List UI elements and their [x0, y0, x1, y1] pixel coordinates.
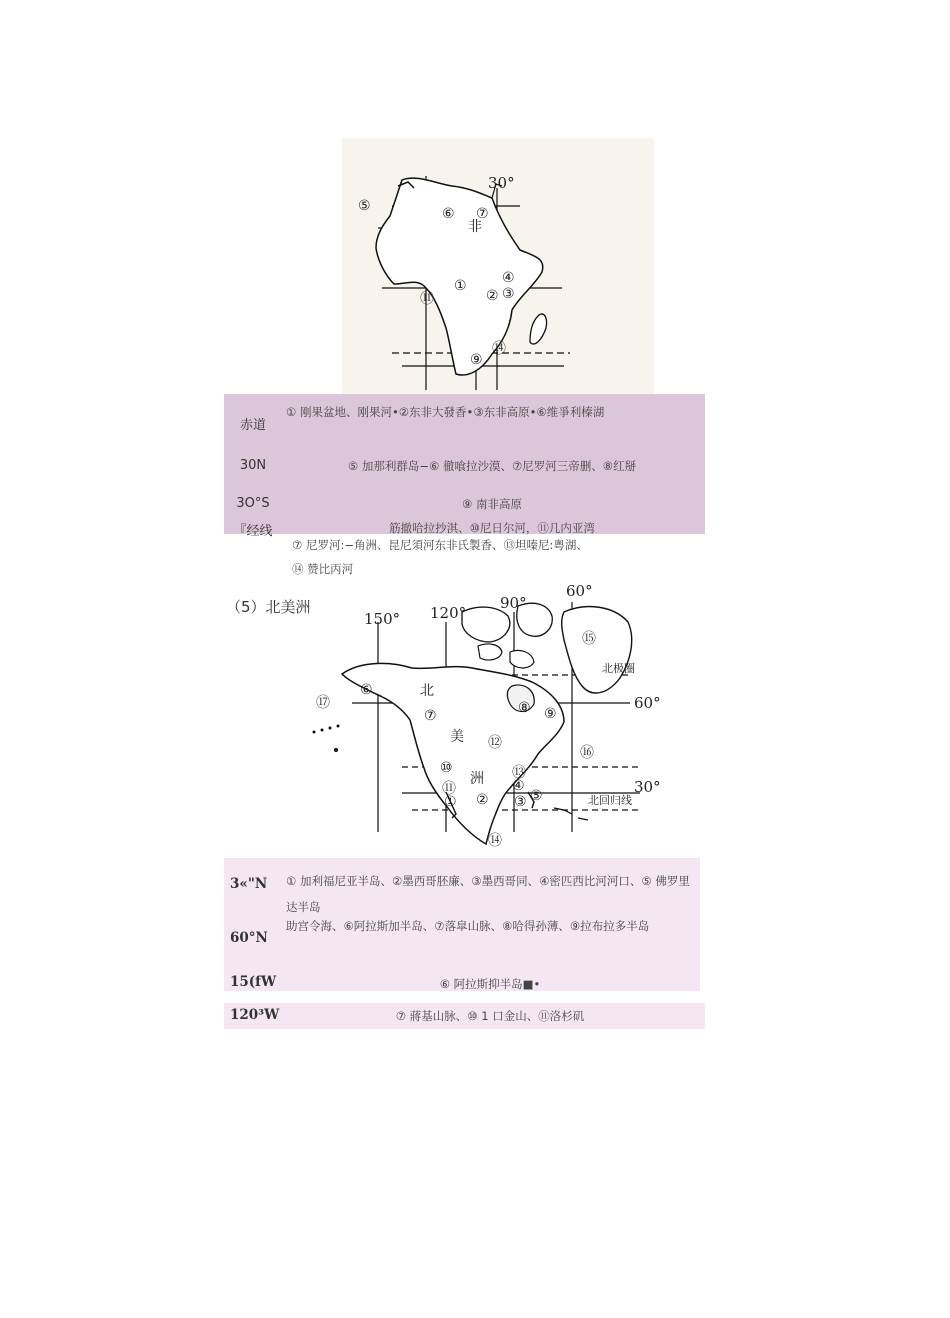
- na-row-key-60n: 60°N: [230, 930, 268, 946]
- na-row-value-30n: ① 加利福尼亚半岛、②墨西哥胚廉、③墨西哥同、④密匹西比河河口、⑤ 佛罗里达半岛: [286, 874, 690, 914]
- table-row-key-30s: 3O°S: [236, 496, 270, 511]
- marker-14-na: ⑭: [488, 833, 502, 849]
- marker-11-na: ⑪: [442, 781, 456, 797]
- marker-7-na: ⑦: [424, 708, 437, 724]
- marker-17: ⑰: [316, 695, 330, 711]
- na-row-value-120w: ⑦ 蔣基山脉、⑩ 1 口金山、⑪洛杉矶: [395, 1009, 585, 1023]
- marker-4: ④: [502, 270, 515, 286]
- latitude-30-label-na: 30°: [634, 778, 661, 796]
- na-row-key-120w: 120³W: [230, 1007, 280, 1023]
- table-row-key-equator: 赤道: [239, 418, 266, 433]
- marker-5-na: ⑤: [530, 788, 543, 804]
- latitude-30-label: 30°: [488, 174, 515, 192]
- marker-12: ⑫: [488, 735, 502, 751]
- marker-8: ⑧: [518, 700, 531, 716]
- longitude-150-label: 150°: [364, 610, 401, 628]
- marker-6-na: ⑥: [360, 682, 373, 698]
- arctic-circle-label: 北极圈: [602, 662, 635, 675]
- marker-14: ⑭: [492, 341, 506, 357]
- latitude-60-label: 60°: [634, 694, 661, 712]
- north-america-map: [302, 582, 674, 852]
- continent-label-africa: 非: [468, 219, 482, 235]
- continent-char-north: 北: [420, 683, 434, 699]
- africa-note-line-2: ⑭ 赞比丙河: [292, 562, 354, 576]
- north-america-table-last-row: [224, 1003, 705, 1029]
- marker-15: ⑮: [582, 631, 596, 647]
- marker-1: ①: [454, 278, 467, 294]
- table-row-value-equator: ① 刚果盆地、刚果河•②东非大發香•③东非高原•⑥维爭利榛湖: [286, 405, 605, 419]
- africa-map: [342, 138, 654, 394]
- marker-11: ⑪: [420, 291, 434, 307]
- africa-note-line-1: ⑦ 尼罗河:−角洲、昆尼須河东非氏製香、⑬坦嗪尼:粤湖、: [292, 538, 588, 552]
- north-america-table: [224, 858, 700, 991]
- continent-char-america: 美: [450, 729, 464, 745]
- marker-2-na: ②: [476, 792, 489, 808]
- marker-1-na: ①: [444, 794, 457, 810]
- marker-2: ②: [486, 288, 499, 304]
- longitude-120-label: 120°: [430, 604, 467, 622]
- na-row-value-150w: ⑥ 阿拉斯抑半岛■•: [439, 977, 541, 991]
- longitude-60-label: 60°: [566, 582, 593, 600]
- marker-13: ⑬: [512, 765, 526, 781]
- section-title-north-america: （5）北美洲: [226, 598, 311, 616]
- marker-7: ⑦: [476, 206, 489, 222]
- na-row-value-60n: 助宫令海、⑥阿拉斯加半岛、⑦落皐山脉、⑧哈得孙薄、⑨拉布拉多半岛: [286, 919, 650, 933]
- marker-6: ⑥: [442, 206, 455, 222]
- table-row-key-30n: 30N: [239, 458, 267, 473]
- longitude-90-label: 90°: [500, 594, 527, 612]
- marker-3: ③: [502, 286, 515, 302]
- tropic-of-cancer-label: 北回归线: [588, 794, 632, 807]
- table-row-value-30n: ⑤ 加那利群岛−⑥ 徹喰拉沙漠、⑦尼罗河三帝删、⑧红掰: [347, 459, 637, 473]
- table-row-value-meridian: 筋撤哈拉抄淇、⑩尼日尔河，⑪几内亚湾: [389, 521, 595, 535]
- marker-10: ⑩: [440, 760, 453, 776]
- marker-9: ⑨: [470, 352, 483, 368]
- marker-5: ⑤: [358, 198, 371, 214]
- continent-char-continent: 洲: [470, 771, 484, 787]
- marker-16: ⑯: [580, 745, 594, 761]
- na-row-key-150w: 15(fW: [230, 974, 277, 990]
- marker-9-na: ⑨: [544, 706, 557, 722]
- na-row-key-30n: 3«"N: [230, 876, 268, 892]
- marker-4-na: ④: [512, 778, 525, 794]
- africa-table: [224, 394, 705, 539]
- marker-3-na: ③: [514, 794, 527, 810]
- table-row-value-30s: ⑨ 南非高原: [462, 497, 522, 511]
- table-row-key-meridian: 『经线: [233, 524, 273, 539]
- north-america-map-drawing: [302, 582, 674, 852]
